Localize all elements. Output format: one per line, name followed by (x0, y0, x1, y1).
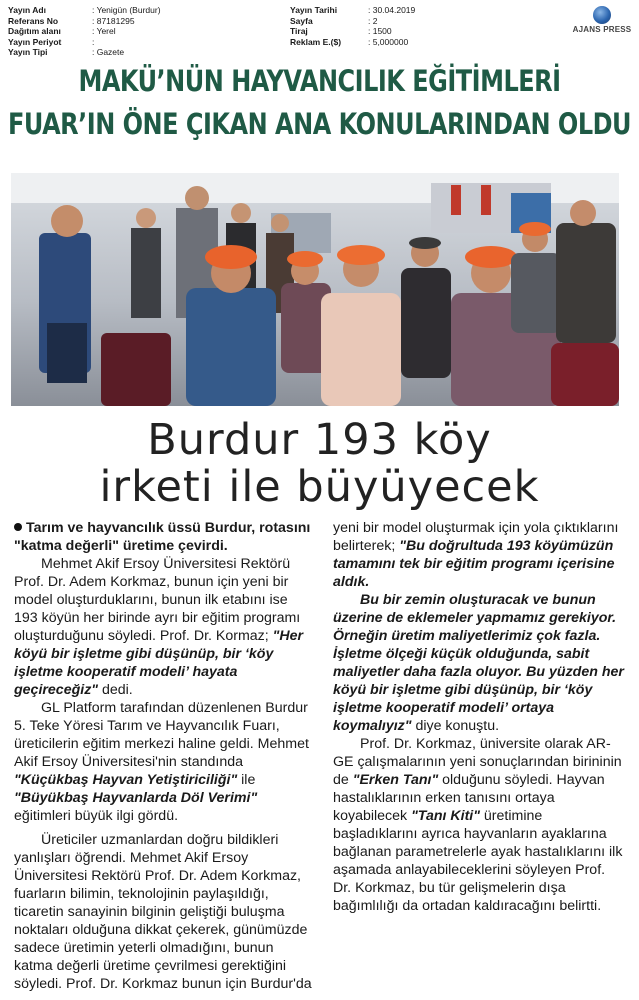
article-photo (11, 173, 619, 406)
meta-label: Dağıtım alanı (8, 26, 61, 37)
article-column-right (333, 519, 627, 915)
meta-value: : (92, 36, 95, 47)
text: diye konuştu. (411, 718, 500, 734)
meta-row (8, 47, 161, 58)
meta-label: Yayın Adı (8, 5, 46, 15)
subheadline-line-2: irketi ile büyüyecek (99, 462, 540, 512)
meta-label: Yayın Tipi (8, 47, 48, 58)
ajans-press-logo (571, 6, 633, 34)
quote: "Her köyü bir işletme gibi düşünüp, bir ‘köy işletme kooperatif modeli’ hayata geçireceğiz" (14, 628, 304, 698)
bullet-icon (14, 523, 22, 531)
meta-value: : Gazete (92, 47, 125, 58)
meta-label: Reklam E.($) (290, 36, 342, 47)
lead-text: Tarım ve hayvancılık üssü Burdur, rotasını "katma değerli" üretime çevirdi. (14, 520, 311, 554)
article-column-left (14, 519, 314, 993)
meta-label: Tiraj (290, 26, 308, 37)
globe-icon (593, 6, 611, 24)
text: üretimine başladıklarını ayrıca hayvanların ayaklarına bağlanan parametrelerle ayak hastalıklarını ilk aşamada anlayabileceklerini söyleyen Prof. Dr. Korkmaz, bu tür gelişmelerin dışa bağımlılığı da ortadan kaldıracağını belirtti. (333, 808, 623, 914)
quote: "Erken Tanı" (352, 772, 439, 788)
meta-value: : 30.04.2019 (368, 5, 416, 15)
logo-text: AJANS PRESS (572, 25, 632, 34)
text: GL Platform tarafından düzenlenen Burdur 5. Teke Yöresi Tarım ve Hayvancılık Fuarı, üreticilerin eğitim merkezi haline geldi. Mehmet Akif Ersoy Üniversitesi'nin standında (14, 700, 309, 770)
headline-line-1: MAKÜ’NÜN HAYVANCILIK EĞİTİMLERİ (78, 63, 561, 99)
text: Mehmet Akif Ersoy Üniversitesi Rektörü Prof. Dr. Adem Korkmaz, bunun için yeni bir model oluşturduklarını, bunun ilk etabını ise 193 köyün her birinde ayrı bir eğitim programı oluşturduğunu söyledi. Prof. Dr. Kormaz; (14, 556, 301, 644)
meta-row (290, 26, 415, 37)
meta-row (8, 5, 161, 16)
paragraph (333, 735, 627, 915)
meta-value: : 87181295 (92, 15, 135, 26)
publication-meta-left (8, 5, 161, 58)
quote: Bu bir zemin oluşturacak ve bunun üzerine de eklemeler yapmamız gerekiyor. Örneğin üretim maliyetlerimiz çok fazla. İşletme ölçeği küçük olduğunda, sabit maliyetler daha fazla oluyor. Bu yüzden her köyü bir işletme gibi düşünüp, bir ‘köy işletme kooperatif modeli’ ortaya koymalıyız" (333, 592, 624, 734)
paragraph-continued (333, 519, 627, 591)
meta-label: Yayın Tarihi (290, 5, 338, 15)
quote: "Tanı Kiti" (411, 808, 480, 824)
quote: "Bu doğrultuda 193 köyümüzün tamamını tek bir eğitim programı içerisine aldık. (333, 538, 615, 590)
meta-value: : 1500 (368, 26, 392, 37)
meta-row (290, 37, 415, 48)
paragraph (333, 591, 627, 735)
meta-value: : Yerel (92, 26, 116, 37)
text: olduğunu söyledi. Hayvan hastalıklarının erken tanısını ortaya koyabilecek (333, 772, 605, 824)
paragraph (14, 831, 314, 993)
publication-meta-right (290, 5, 415, 47)
subheadline-line-1: Burdur 193 köy (147, 415, 492, 465)
quote: "Küçükbaş Hayvan Yetiştiriciliği" (14, 772, 238, 788)
paragraph (14, 555, 314, 699)
lead-paragraph (14, 519, 314, 555)
text: Üreticiler uzmanlardan doğru bildikleri yanlışları öğrendi. Mehmet Akif Ersoy Üniversitesi Rektörü Prof. Dr. Adem Korkmaz, fuarların bilimin, teknolojinin paylaşıldığı, ticaretin sanayinin bilginin geliştiği buluşma noktaları olduğuna dikkat çekerek, günümüzde sadece üretimin yeterli olmadığını, bunun katma değerli üretime çevrilmesi gerektiğini söyledi. Prof. Dr. Korkmaz bunun için Burdur'da (14, 832, 312, 992)
quote: "Büyükbaş Hayvanlarda Döl Verimi" (14, 790, 258, 806)
headline-line-2: FUAR’IN ÖNE ÇIKAN ANA KONULARINDAN OLDU (7, 106, 632, 142)
text: yeni bir model oluşturmak için yola çıktıklarını belirterek; (333, 520, 619, 554)
text: eğitimleri büyük ilgi gördü. (14, 808, 179, 824)
text: Prof. Dr. Korkmaz, üniversite olarak AR-GE çalışmalarının yeni sonuçlarından birininin de (333, 736, 622, 788)
text: dedi. (98, 682, 133, 698)
meta-value: : Yenigün (Burdur) (92, 5, 161, 15)
meta-label: Sayfa (290, 15, 313, 26)
meta-row (290, 5, 415, 16)
meta-row (8, 16, 161, 27)
meta-row (8, 37, 161, 48)
meta-value: : 5,000000 (368, 36, 409, 47)
paragraph (14, 699, 314, 825)
meta-row (290, 16, 415, 27)
meta-row (8, 26, 161, 37)
meta-label: Yayın Periyot (8, 36, 62, 47)
meta-value: : 2 (368, 15, 378, 26)
text: ile (237, 772, 256, 788)
meta-label: Referans No (8, 15, 59, 26)
